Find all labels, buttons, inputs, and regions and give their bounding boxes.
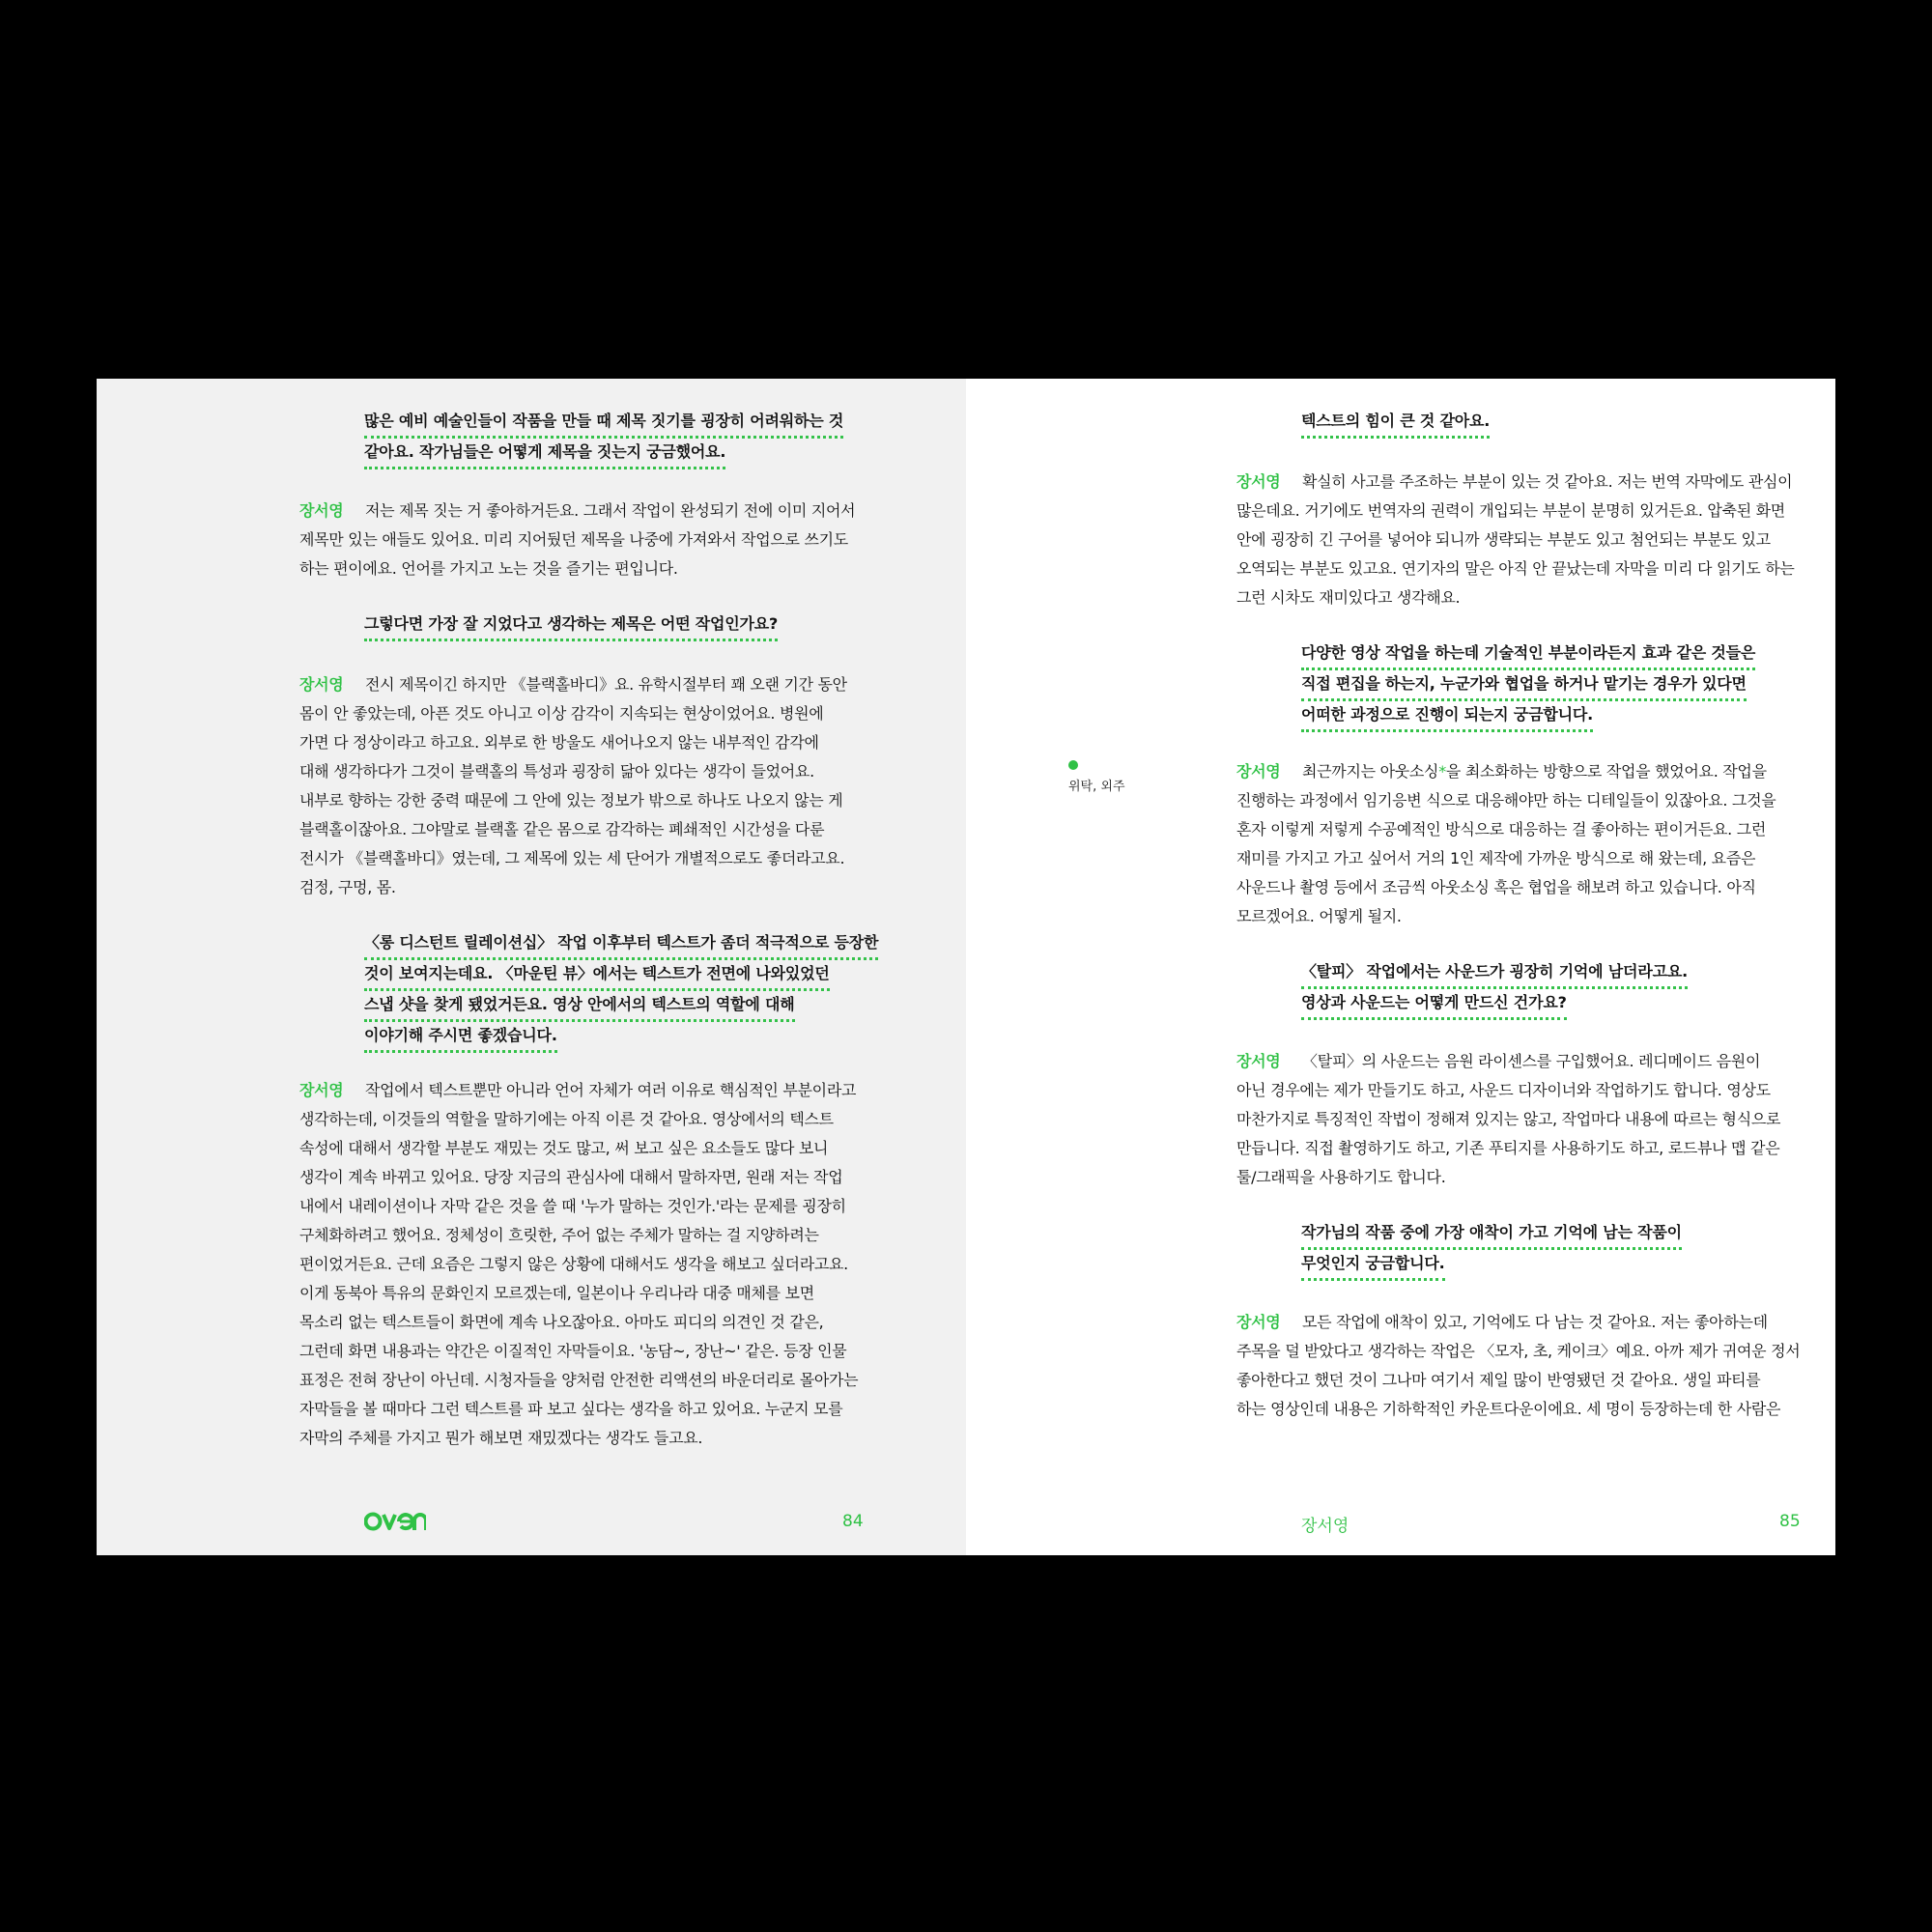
answer-line <box>299 1337 858 1366</box>
question-line: 다양한 영상 작업을 하는데 기술적인 부분이라든지 효과 같은 것들은 <box>1301 641 1755 670</box>
question-block <box>364 612 778 643</box>
question-line: 스냅 샷을 찾게 됐었거든요. 영상 안에서의 텍스트의 역할에 대해 <box>364 993 795 1022</box>
answer-text: 아닌 경우에는 제가 만들기도 하고, 사운드 디자이너와 작업하기도 합니다. 영상도 <box>1236 1081 1771 1099</box>
answer-line <box>299 728 847 757</box>
answer-text: 그런데 화면 내용과는 약간은 이질적인 자막들이요. '농담~, 장난~' 같은. 등장 인물 <box>299 1342 847 1360</box>
page-number-right: 85 <box>1779 1512 1801 1531</box>
answer-text: 그런 시차도 재미있다고 생각해요. <box>1236 588 1461 607</box>
answer-line <box>1236 1395 1800 1424</box>
answer-line <box>299 844 847 873</box>
speaker-name: 장서영 <box>1236 1052 1281 1070</box>
page-number-left: 84 <box>842 1512 864 1531</box>
question-line: 영상과 사운드는 어떻게 만드신 건가요? <box>1301 991 1567 1020</box>
answer-line <box>299 1366 858 1395</box>
answer-line <box>1236 583 1795 612</box>
answer-text: 대해 생각하다가 그것이 블랙홀의 특성과 굉장히 닮아 있다는 생각이 들었어요. <box>299 762 814 781</box>
answer-line <box>1236 1134 1780 1163</box>
answer-text: 생각하는데, 이것들의 역할을 말하기에는 아직 이른 것 같아요. 영상에서의 텍스트 <box>299 1110 834 1128</box>
speaker-name: 장서영 <box>1236 472 1281 491</box>
speaker-name: 장서영 <box>299 501 344 520</box>
answer-text: 툴/그래픽을 사용하기도 합니다. <box>1236 1168 1446 1186</box>
answer-line <box>299 1192 858 1221</box>
question-line: 어떠한 과정으로 진행이 되는지 궁금합니다. <box>1301 703 1593 732</box>
answer-block <box>1236 757 1776 931</box>
answer-line <box>299 1424 858 1453</box>
answer-line <box>299 1250 858 1279</box>
answer-text: 확실히 사고를 주조하는 부분이 있는 것 같아요. 저는 번역 자막에도 관심이 <box>1302 472 1793 491</box>
answer-text: 이게 동북아 특유의 문화인지 모르겠는데, 일본이나 우리나라 대중 매체를 보면 <box>299 1284 814 1302</box>
question-block <box>1301 1221 1682 1283</box>
answer-line <box>1236 757 1776 786</box>
answer-text: 편이었거든요. 근데 요즘은 그렇지 않은 상황에 대해서도 생각을 해보고 싶더라고요. <box>299 1255 848 1273</box>
answer-text: 작업에서 텍스트뿐만 아니라 언어 자체가 여러 이유로 핵심적인 부분이라고 <box>365 1081 857 1099</box>
answer-text: 〈탈피〉의 사운드는 음원 라이센스를 구입했어요. 레디메이드 음원이 <box>1302 1052 1761 1070</box>
question-line: 무엇인지 궁금합니다. <box>1301 1252 1445 1281</box>
answer-line <box>1236 468 1795 497</box>
answer-text: 검정, 구멍, 몸. <box>299 878 396 896</box>
answer-text: 표정은 전혀 장난이 아닌데. 시청자들을 양처럼 안전한 리액션의 바운더리로 몰아가는 <box>299 1371 859 1389</box>
answer-line <box>299 1134 858 1163</box>
question-line: 이야기해 주시면 좋겠습니다. <box>364 1024 557 1053</box>
answer-line <box>299 1105 858 1134</box>
answer-line <box>299 670 847 699</box>
onen-logo <box>364 1511 426 1532</box>
speaker-name: 장서영 <box>1236 1313 1281 1331</box>
answer-line <box>299 873 847 902</box>
answer-line <box>1236 902 1776 931</box>
answer-block <box>1236 1047 1780 1192</box>
answer-text: 속성에 대해서 생각할 부분도 재밌는 것도 많고, 써 보고 싶은 요소들도 많다 보니 <box>299 1139 829 1157</box>
answer-text: 좋아한다고 했던 것이 그나마 여기서 제일 많이 반영됐던 것 같아요. 생일 파티를 <box>1236 1371 1761 1389</box>
answer-text: 내에서 내레이션이나 자막 같은 것을 쓸 때 '누가 말하는 것인가.'라는 문제를 굉장히 <box>299 1197 846 1215</box>
left-page <box>97 379 966 1555</box>
answer-text: 재미를 가지고 가고 싶어서 거의 1인 제작에 가까운 방식으로 해 왔는데, 요즘은 <box>1236 849 1756 867</box>
answer-line <box>299 757 847 786</box>
answer-text: 안에 굉장히 긴 구어를 넣어야 되니까 생략되는 부분도 있고 첨언되는 부분도 있고 <box>1236 530 1771 549</box>
answer-line <box>299 554 855 583</box>
answer-text: 전시가 《블랙홀바디》였는데, 그 제목에 있는 세 단어가 개별적으로도 좋더라고요. <box>299 849 845 867</box>
right-page <box>966 379 1835 1555</box>
footnote-marker: * <box>1438 762 1446 781</box>
answer-line <box>299 1279 858 1308</box>
answer-block <box>1236 1308 1800 1424</box>
answer-line <box>1236 815 1776 844</box>
answer-line <box>1236 1047 1780 1076</box>
question-line: 것이 보여지는데요. 〈마운틴 뷰〉에서는 텍스트가 전면에 나와있었던 <box>364 962 830 991</box>
answer-line <box>299 1308 858 1337</box>
answer-text: 만듭니다. 직접 촬영하기도 하고, 기존 푸티지를 사용하기도 하고, 로드뷰나 맵 같은 <box>1236 1139 1780 1157</box>
answer-line <box>1236 1105 1780 1134</box>
answer-block <box>299 670 847 902</box>
speaker-name: 장서영 <box>299 1081 344 1099</box>
answer-block <box>1236 468 1795 612</box>
answer-line <box>1236 786 1776 815</box>
answer-text: 전시 제목이긴 하지만 《블랙홀바디》요. 유학시절부터 꽤 오랜 기간 동안 <box>365 675 847 694</box>
question-line: 그렇다면 가장 잘 지었다고 생각하는 제목은 어떤 작업인가요? <box>364 612 778 641</box>
answer-text: 진행하는 과정에서 임기응변 식으로 대응해야만 하는 디테일들이 있잖아요. 그것을 <box>1236 791 1776 810</box>
answer-line <box>1236 873 1776 902</box>
answer-text: 모든 작업에 애착이 있고, 기억에도 다 남는 것 같아요. 저는 좋아하는데 <box>1302 1313 1768 1331</box>
question-line: 작가님의 작품 중에 가장 애착이 가고 기억에 남는 작품이 <box>1301 1221 1682 1250</box>
speaker-name: 장서영 <box>1236 762 1281 781</box>
answer-line <box>1236 1163 1780 1192</box>
answer-line <box>299 497 855 526</box>
answer-line <box>299 786 847 815</box>
answer-line <box>299 526 855 554</box>
question-block <box>364 931 878 1055</box>
question-block <box>1301 641 1755 734</box>
answer-text: 많은데요. 거기에도 번역자의 권력이 개입되는 부분이 분명히 있거든요. 압축된 화면 <box>1236 501 1785 520</box>
answer-line <box>1236 1337 1800 1366</box>
answer-text: 블랙홀이잖아요. 그야말로 블랙홀 같은 몸으로 감각하는 폐쇄적인 시간성을 다룬 <box>299 820 825 838</box>
answer-line <box>1236 1308 1800 1337</box>
answer-text: 마찬가지로 특징적인 작법이 정해져 있지는 않고, 작업마다 내용에 따르는 형식으로 <box>1236 1110 1781 1128</box>
question-block <box>364 410 843 471</box>
question-line: 〈롱 디스턴트 릴레이션십〉 작업 이후부터 텍스트가 좀더 적극적으로 등장한 <box>364 931 878 960</box>
answer-block <box>299 497 855 583</box>
answer-line <box>1236 1076 1780 1105</box>
answer-text: 주목을 덜 받았다고 생각하는 작업은 〈모자, 초, 케이크〉예요. 아까 제가 귀여운 정서 <box>1236 1342 1801 1360</box>
answer-line <box>299 1163 858 1192</box>
sidenote-marker <box>1068 760 1078 770</box>
answer-text: 내부로 향하는 강한 중력 때문에 그 안에 있는 정보가 밖으로 하나도 나오지 않는 게 <box>299 791 843 810</box>
answer-line <box>299 1076 858 1105</box>
answer-line <box>1236 497 1795 526</box>
answer-text: 구체화하려고 했어요. 정체성이 흐릿한, 주어 없는 주체가 말하는 걸 지양하려는 <box>299 1226 819 1244</box>
answer-text: 모르겠어요. 어떻게 될지. <box>1236 907 1402 925</box>
answer-text: 목소리 없는 텍스트들이 화면에 계속 나오잖아요. 아마도 피디의 의견인 것 같은, <box>299 1313 824 1331</box>
answer-text: 제목만 있는 애들도 있어요. 미리 지어뒀던 제목을 나중에 가져와서 작업으로 쓰기도 <box>299 530 848 549</box>
answer-block <box>299 1076 858 1453</box>
answer-text: 오역되는 부분도 있고요. 연기자의 말은 아직 안 끝났는데 자막을 미리 다 읽기도 하는 <box>1236 559 1795 578</box>
answer-line <box>1236 844 1776 873</box>
answer-line <box>299 1221 858 1250</box>
answer-text: 몸이 안 좋았는데, 아픈 것도 아니고 이상 감각이 지속되는 현상이었어요. 병원에 <box>299 704 824 723</box>
question-block <box>1301 410 1490 440</box>
answer-line <box>1236 1366 1800 1395</box>
question-line: 많은 예비 예술인들이 작품을 만들 때 제목 짓기를 굉장히 어려워하는 것 <box>364 410 843 439</box>
answer-text: 자막들을 볼 때마다 그런 텍스트를 파 보고 싶다는 생각을 하고 있어요. 누군지 모를 <box>299 1400 843 1418</box>
answer-line <box>299 1395 858 1424</box>
running-head: 장서영 <box>1301 1517 1350 1536</box>
answer-line <box>1236 526 1795 554</box>
answer-line <box>299 815 847 844</box>
question-block <box>1301 960 1688 1022</box>
answer-text: 최근까지는 아웃소싱*을 최소화하는 방향으로 작업을 했었어요. 작업을 <box>1302 762 1767 781</box>
question-line: 같아요. 작가님들은 어떻게 제목을 짓는지 궁금했어요. <box>364 440 725 469</box>
sidenote-text: 위탁, 외주 <box>1068 780 1125 794</box>
question-line: 〈탈피〉 작업에서는 사운드가 굉장히 기억에 남더라고요. <box>1301 960 1688 989</box>
answer-line <box>299 699 847 728</box>
answer-text: 하는 편이에요. 언어를 가지고 노는 것을 즐기는 편입니다. <box>299 559 678 578</box>
answer-text: 저는 제목 짓는 거 좋아하거든요. 그래서 작업이 완성되기 전에 이미 지어서 <box>365 501 856 520</box>
sidenote <box>1068 760 1125 794</box>
answer-text: 가면 다 정상이라고 하고요. 외부로 한 방울도 새어나오지 않는 내부적인 감각에 <box>299 733 819 752</box>
speaker-name: 장서영 <box>299 675 344 694</box>
question-line: 텍스트의 힘이 큰 것 같아요. <box>1301 410 1490 439</box>
answer-text: 하는 영상인데 내용은 기하학적인 카운트다운이에요. 세 명이 등장하는데 한 사람은 <box>1236 1400 1781 1418</box>
question-line: 직접 편집을 하는지, 누군가와 협업을 하거나 맡기는 경우가 있다면 <box>1301 672 1747 701</box>
answer-line <box>1236 554 1795 583</box>
answer-text: 자막의 주체를 가지고 뭔가 해보면 재밌겠다는 생각도 들고요. <box>299 1429 703 1447</box>
answer-text: 혼자 이렇게 저렇게 수공예적인 방식으로 대응하는 걸 좋아하는 편이거든요. 그런 <box>1236 820 1767 838</box>
answer-text: 사운드나 촬영 등에서 조금씩 아웃소싱 혹은 협업을 해보려 하고 있습니다. 아직 <box>1236 878 1756 896</box>
answer-text: 생각이 계속 바뀌고 있어요. 당장 지금의 관심사에 대해서 말하자면, 원래 저는 작업 <box>299 1168 843 1186</box>
